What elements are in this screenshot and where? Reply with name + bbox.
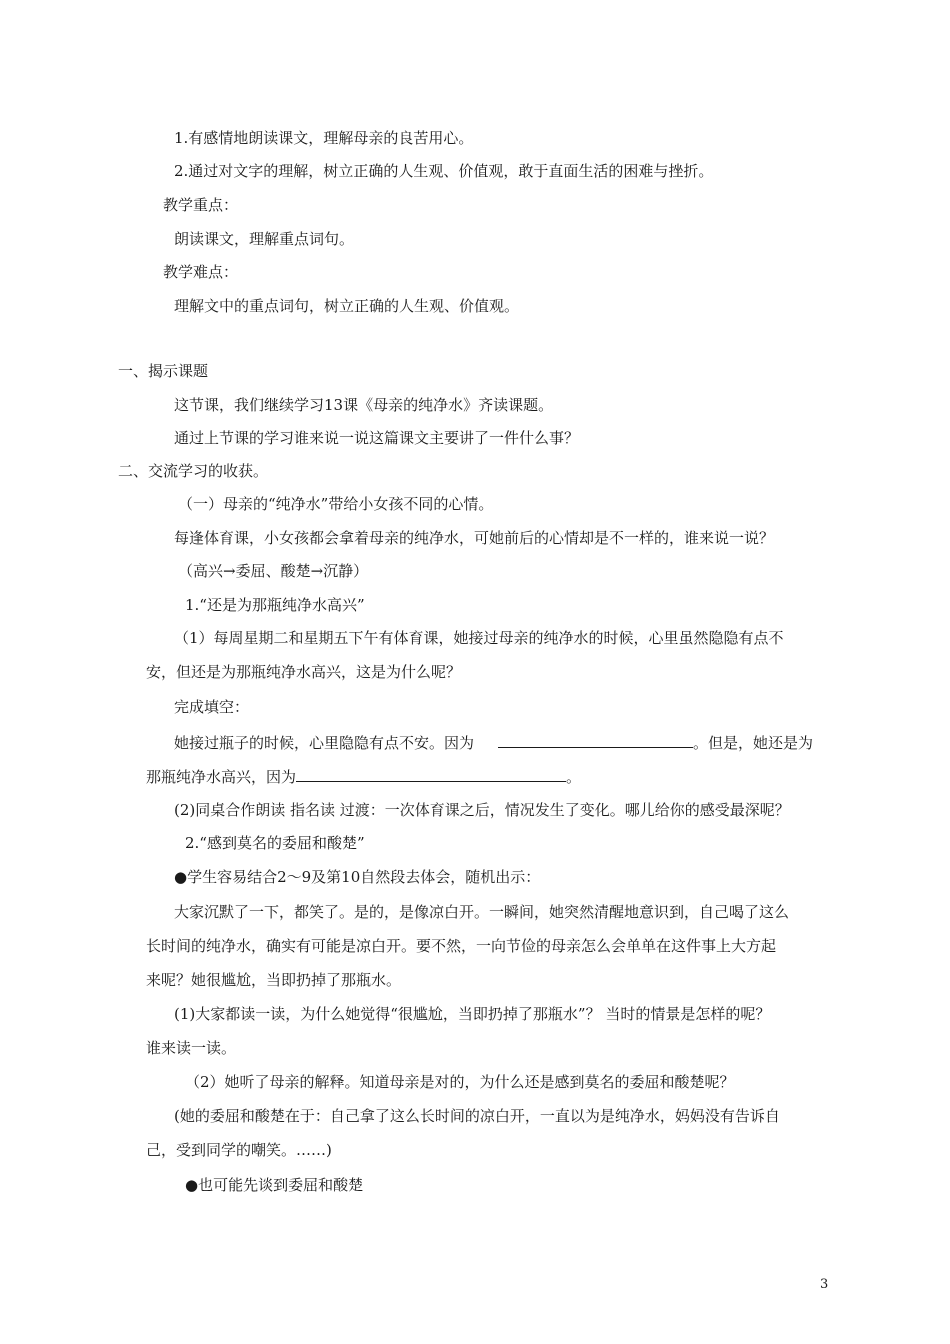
fill-in-title: 完成填空： — [174, 698, 250, 716]
quote-line-2: 长时间的纯净水，确实有可能是凉白开。要不然，一向节俭的母亲怎么会单单在这件事上大方起 — [146, 937, 777, 955]
fill-in-blank-1[interactable] — [498, 731, 693, 748]
key-points-text: 朗读课文，理解重点词句。 — [174, 230, 355, 248]
section-2-heading: 二、交流学习的收获。 — [118, 462, 269, 480]
page-number: 3 — [820, 1277, 829, 1292]
quote-line-1: 大家沉默了一下，都笑了。是的，是像凉白开。一瞬间，她突然清醒地意识到，自己喝了这么 — [174, 903, 790, 921]
bullet-2: ●也可能先谈到委屈和酸楚 — [185, 1176, 364, 1194]
answer-line-1: (她的委屈和酸楚在于：自己拿了这么长时间的凉白开，一直以为是纯净水，妈妈没有告诉自 — [174, 1107, 780, 1125]
section-2-paragraph-1: 每逢体育课，小女孩都会拿着母亲的纯净水，可她前后的心情却是不一样的，谁来说一说？ — [174, 529, 775, 547]
mood-sequence: （高兴→委屈、酸楚→沉静） — [178, 562, 369, 580]
key-points-heading: 教学重点： — [163, 196, 239, 214]
quote-line-3: 来呢？她很尴尬，当即扔掉了那瓶水。 — [146, 971, 402, 989]
fill-in-line-2 — [146, 765, 581, 787]
reflection-1-line-1: (1)大家都读一读，为什么她觉得“很尴尬，当即扔掉了那瓶水”？ 当时的情景是怎样的呢？ — [174, 1005, 771, 1023]
objective-1: 1.有感情地朗读课文，理解母亲的良苦用心。 — [174, 129, 474, 147]
bullet-1: ●学生容易结合2～9及第10自然段去体会，随机出示： — [174, 868, 541, 886]
reflection-2: （2）她听了母亲的解释。知道母亲是对的，为什么还是感到莫名的委屈和酸楚呢？ — [185, 1073, 735, 1091]
item-2-title: 2.“感到莫名的委屈和酸楚” — [185, 834, 365, 852]
fill-in-line-1-start: 她接过瓶子的时候，心里隐隐有点不安。因为 — [174, 734, 475, 752]
section-1-heading: 一、揭示课题 — [118, 362, 209, 380]
fill-in-line-1 — [174, 731, 813, 753]
question-1-line-2: 安，但还是为那瓶纯净水高兴，这是为什么呢？ — [146, 663, 462, 681]
section-1-paragraph-2: 通过上节课的学习谁来说一说这篇课文主要讲了一件什么事？ — [174, 429, 580, 447]
fill-in-line-1-end: 。但是，她还是为 — [693, 734, 814, 752]
reflection-1-line-2: 谁来读一读。 — [146, 1039, 237, 1057]
item-1-title: 1.“还是为那瓶纯净水高兴” — [185, 596, 365, 614]
fill-in-line-2-end: 。 — [566, 768, 582, 786]
question-2: (2)同桌合作朗读 指名读 过渡：一次体育课之后，情况发生了变化。哪儿给你的感受最深呢？ — [174, 801, 790, 819]
difficulties-heading: 教学难点： — [163, 263, 239, 281]
fill-in-blank-2[interactable] — [296, 765, 566, 782]
difficulties-text: 理解文中的重点词句，树立正确的人生观、价值观。 — [174, 297, 520, 315]
subsection-1-heading: （一）母亲的“纯净水”带给小女孩不同的心情。 — [178, 495, 494, 513]
objective-2: 2.通过对文字的理解，树立正确的人生观、价值观，敢于直面生活的困难与挫折。 — [174, 162, 714, 180]
fill-in-line-2-start: 那瓶纯净水高兴，因为 — [146, 768, 297, 786]
question-1-line-1: （1）每周星期二和星期五下午有体育课，她接过母亲的纯净水的时候，心里虽然隐隐有点不 — [174, 629, 784, 647]
section-1-paragraph-1: 这节课，我们继续学习13课《母亲的纯净水》齐读课题。 — [174, 396, 554, 414]
answer-line-2: 己，受到同学的嘲笑。……) — [146, 1141, 332, 1159]
